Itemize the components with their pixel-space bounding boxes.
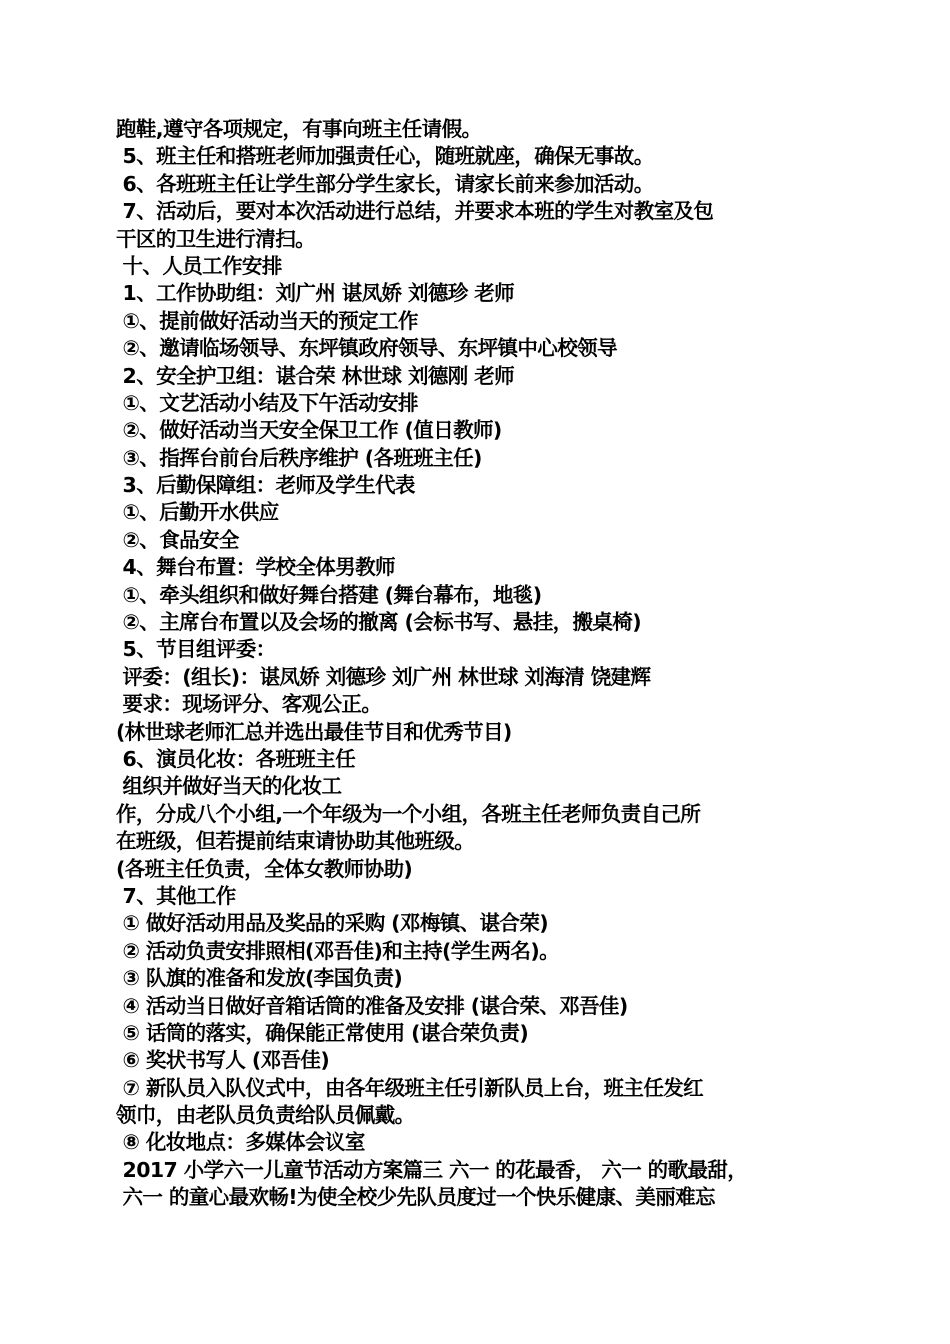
text-line: 2017 小学六一儿童节活动方案篇三 六一 的花最香， 六一 的歌最甜， [116, 1157, 748, 1182]
text-line: 3、后勤保障组：老师及学生代表 [116, 473, 415, 498]
text-line: 6、各班班主任让学生部分学生家长，请家长前来参加活动。 [116, 171, 654, 196]
text-line: ②、主席台布置以及会场的撤离 (会标书写、悬挂，搬桌椅) [116, 610, 641, 635]
text-line: ② 活动负责安排照相(邓吾佳)和主持(学生两名)。 [116, 938, 560, 963]
text-line: ①、文艺活动小结及下午活动安排 [116, 390, 418, 415]
text-line: 六一 的童心最欢畅!为使全校少先队员度过一个快乐健康、美丽难忘 [116, 1185, 715, 1210]
text-line: 4、舞台布置：学校全体男教师 [116, 555, 395, 580]
text-line: ②、食品安全 [116, 527, 239, 552]
text-line: ① 做好活动用品及奖品的采购 (邓梅镇、谌合荣) [116, 911, 549, 936]
text-line: ⑥ 奖状书写人 (邓吾佳) [116, 1048, 330, 1073]
text-line: 7、其他工作 [116, 883, 236, 908]
text-line: 领巾，由老队员负责给队员佩戴。 [116, 1103, 415, 1128]
text-line: 跑鞋,遵守各项规定，有事向班主任请假。 [116, 117, 482, 141]
text-line: 5、节目组评委： [116, 637, 276, 662]
text-line: ①、后勤开水供应 [116, 500, 279, 525]
text-line: ①、提前做好活动当天的预定工作 [116, 308, 418, 333]
text-line: 作，分成八个小组,一个年级为一个小组，各班主任老师负责自己所 [116, 801, 701, 826]
text-line: 2、安全护卫组：谌合荣 林世球 刘德刚 老师 [116, 363, 515, 388]
text-line: (林世球老师汇总并选出最佳节目和优秀节目) [116, 719, 512, 744]
text-line: 干区的卫生进行清扫。 [116, 226, 315, 251]
text-line: 5、班主任和搭班老师加强责任心，随班就座，确保无事故。 [116, 144, 654, 169]
text-line: (各班主任负责，全体女教师协助) [116, 856, 413, 881]
text-line: ①、牵头组织和做好舞台搭建 (舞台幕布，地毯) [116, 582, 542, 607]
text-line: ⑤ 话筒的落实，确保能正常使用 (谌合荣负责) [116, 1020, 529, 1045]
text-line: 组织并做好当天的化妆工 [116, 774, 342, 799]
document-page [116, 116, 836, 1212]
text-line: 7、活动后，要对本次活动进行总结，并要求本班的学生对教室及包 [116, 199, 714, 224]
text-line: ②、邀请临场领导、东坪镇政府领导、东坪镇中心校领导 [116, 336, 617, 361]
text-line: ②、做好活动当天安全保卫工作 (值日教师) [116, 418, 502, 443]
text-line: 在班级，但若提前结束请协助其他班级。 [116, 829, 475, 854]
text-line: ⑧ 化妆地点：多媒体会议室 [116, 1130, 365, 1155]
text-line: ④ 活动当日做好音箱话筒的准备及安排 (谌合荣、邓吾佳) [116, 993, 628, 1018]
text-line: 1、工作协助组：刘广州 谌凤娇 刘德珍 老师 [116, 281, 515, 306]
text-line: ③ 队旗的准备和发放(李国负责) [116, 966, 403, 991]
text-line: ③、指挥台前台后秩序维护 (各班班主任) [116, 445, 482, 470]
text-line: 评委：(组长)：谌凤娇 刘德珍 刘广州 林世球 刘海清 饶建辉 [116, 664, 651, 689]
text-line: ⑦ 新队员入队仪式中，由各年级班主任引新队员上台，班主任发红 [116, 1075, 704, 1100]
text-line: 要求：现场评分、客观公正。 [116, 692, 382, 717]
section-heading: 十、人员工作安排 [116, 253, 282, 278]
text-line: 6、演员化妆：各班班主任 [116, 746, 356, 771]
